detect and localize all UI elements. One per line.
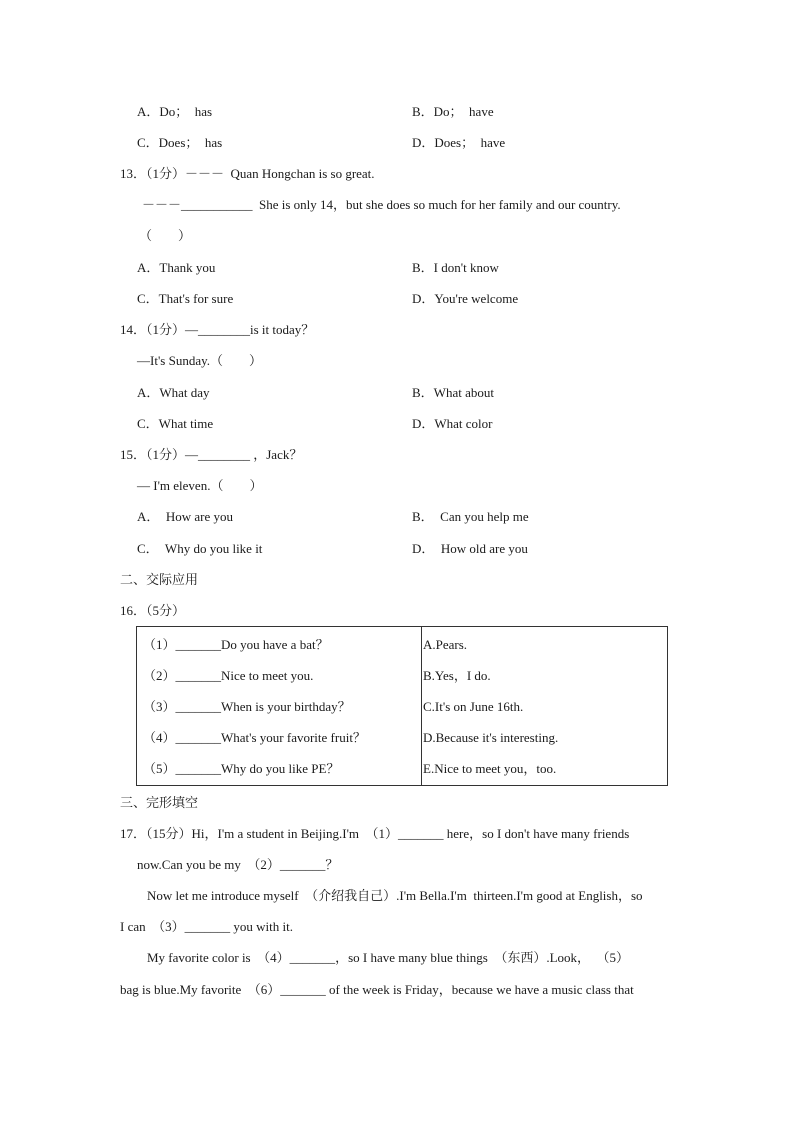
q14-option-d: D．What color bbox=[412, 416, 493, 431]
table-row-3-question: （3）_______When is your birthday？ bbox=[143, 699, 351, 714]
q14-option-c: C．What time bbox=[137, 416, 214, 431]
table-row-4-question: （4）_______What's your favorite fruit？ bbox=[143, 730, 366, 745]
q15-option-b: B． Can you help me bbox=[412, 509, 529, 524]
q12-option-b: B．Do； have bbox=[412, 104, 494, 119]
q13-dialog-line: －－－___________ She is only 14，but she does so much for her family and our country. bbox=[142, 197, 621, 212]
q17-line-1: 17．（15分）Hi，I'm a student in Beijing.I'm （1）_______ here，so I don't have many friends bbox=[120, 826, 630, 841]
q12-option-a: A．Do； has bbox=[137, 104, 213, 119]
table-row-2-answer: B.Yes，I do. bbox=[423, 668, 491, 683]
q12-option-c: C．Does； has bbox=[137, 135, 223, 150]
q13-option-d: D．You're welcome bbox=[412, 291, 519, 306]
q15-dialog-line: — I'm eleven.（ ） bbox=[137, 478, 263, 493]
table-row-5-answer: E.Nice to meet you，too. bbox=[423, 761, 557, 776]
table-row-1-question: （1）_______Do you have a bat？ bbox=[143, 637, 329, 652]
q13-option-c: C．That's for sure bbox=[137, 291, 234, 306]
q17-line-2: now.Can you be my （2）_______？ bbox=[137, 857, 339, 872]
section2-title: 二、交际应用 bbox=[120, 572, 199, 587]
q14-dialog-line: —It's Sunday.（ ） bbox=[137, 353, 262, 368]
table-row-3-answer: C.It's on June 16th. bbox=[423, 699, 524, 714]
q13-stem: 13．（1分）－－－ Quan Hongchan is so great. bbox=[120, 166, 375, 181]
q15-option-d: D． How old are you bbox=[412, 541, 528, 556]
q13-option-a: A．Thank you bbox=[137, 260, 216, 275]
q14-option-b: B．What about bbox=[412, 385, 494, 400]
q16-label: 16．（5分） bbox=[120, 603, 186, 618]
q17-line-6: bag is blue.My favorite （6）_______ of the week is Friday，because we have a music class that bbox=[120, 982, 634, 997]
table-divider bbox=[421, 627, 422, 785]
q15-option-c: C． Why do you like it bbox=[137, 541, 263, 556]
q15-stem: 15．（1分）—________ ，Jack？ bbox=[120, 447, 303, 462]
table-row-1-answer: A.Pears. bbox=[423, 637, 468, 652]
section3-title: 三、完形填空 bbox=[120, 795, 199, 810]
q14-option-a: A．What day bbox=[137, 385, 210, 400]
table-row-2-question: （2）_______Nice to meet you. bbox=[143, 668, 314, 683]
q13-answer-paren: （ ） bbox=[139, 228, 192, 243]
q13-option-b: B．I don't know bbox=[412, 260, 499, 275]
q12-option-d: D．Does； have bbox=[412, 135, 506, 150]
q15-option-a: A． How are you bbox=[137, 509, 234, 524]
table-row-4-answer: D.Because it's interesting. bbox=[423, 730, 559, 745]
q17-line-5: My favorite color is （4）_______，so I have many blue things （东西）.Look， （5） bbox=[147, 950, 630, 965]
q17-line-3: Now let me introduce myself （介绍我自己）.I'm Bella.I'm thirteen.I'm good at English，so bbox=[147, 888, 643, 903]
q14-stem: 14．（1分）—________is it today？ bbox=[120, 322, 315, 337]
matching-table bbox=[136, 626, 668, 786]
q17-line-4: I can （3）_______ you with it. bbox=[120, 919, 293, 934]
table-row-5-question: （5）_______Why do you like PE？ bbox=[143, 761, 340, 776]
